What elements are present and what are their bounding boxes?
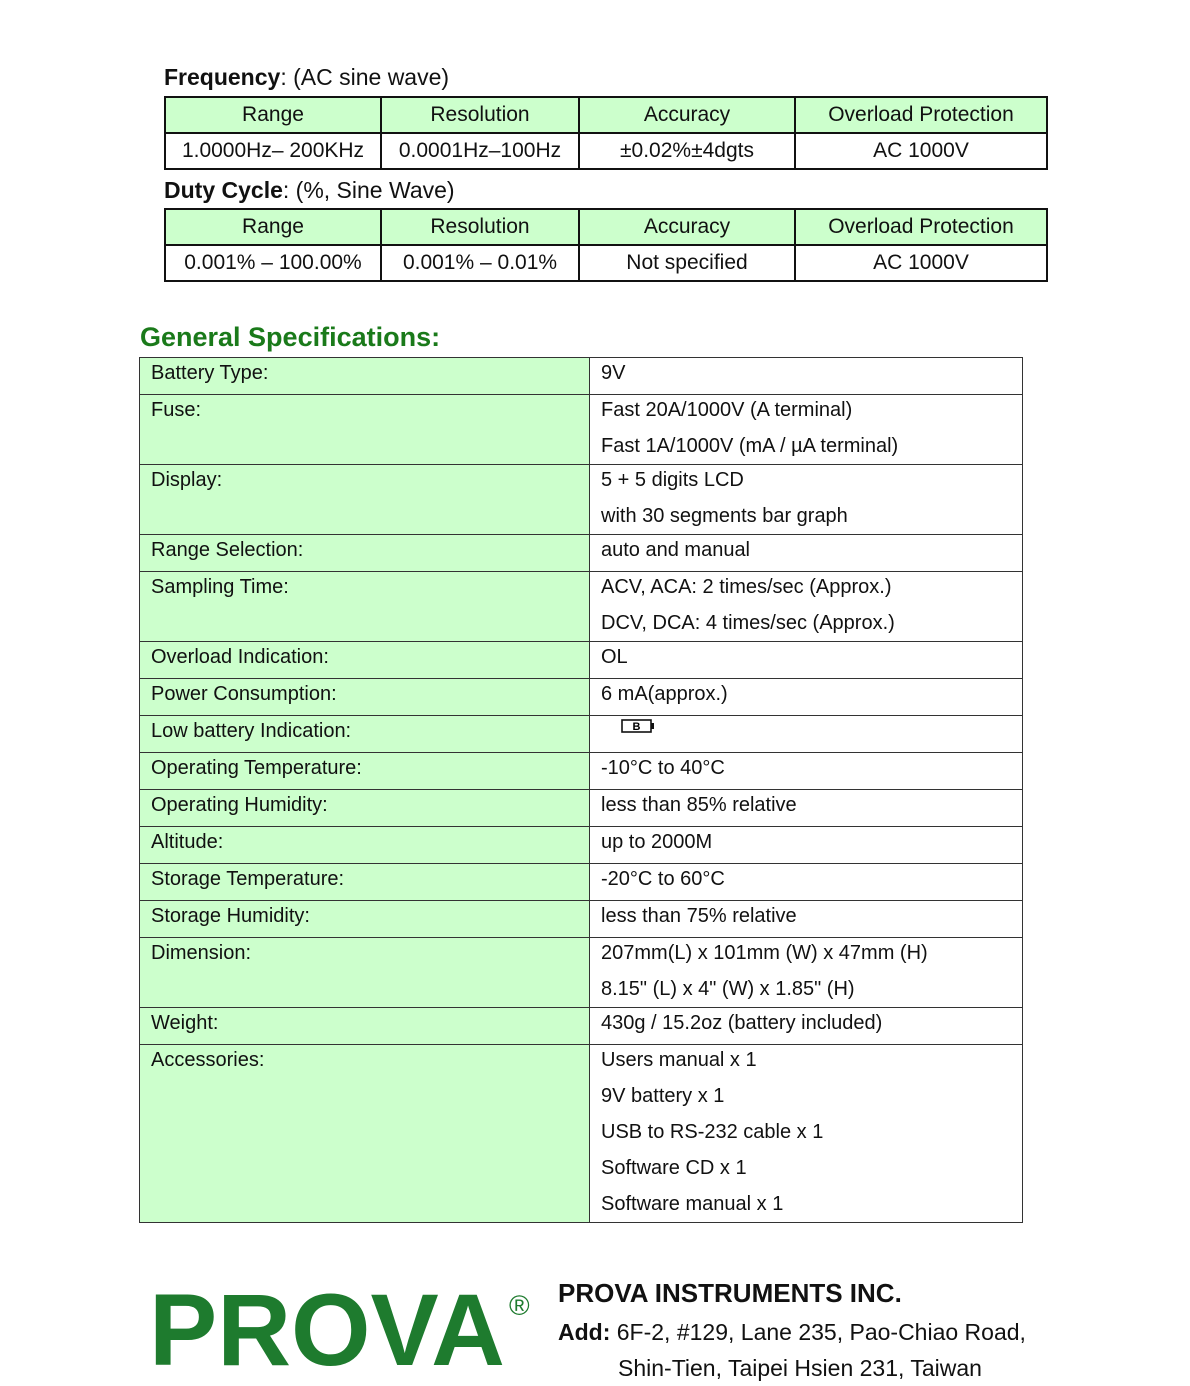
spec-value-line: Fast 1A/1000V (mA / µA terminal) — [601, 435, 899, 457]
spec-row — [140, 827, 1023, 864]
duty-cycle-table — [164, 208, 1048, 282]
spec-value-line: 9V — [601, 362, 626, 384]
duty-cycle-note: : (%, Sine Wave) — [282, 177, 455, 203]
spec-key — [140, 790, 590, 827]
spec-row — [140, 465, 1023, 535]
spec-value-line: OL — [601, 646, 628, 668]
frequency-label: Frequency — [164, 64, 281, 90]
spec-key-text: Dimension: — [151, 942, 252, 964]
spec-row — [140, 572, 1023, 642]
spec-key — [140, 572, 590, 642]
spec-key — [140, 465, 590, 535]
frequency-table — [164, 96, 1048, 170]
frequency-resolution-value: 0.0001Hz–100Hz — [381, 133, 579, 169]
frequency-note: : (AC sine wave) — [280, 64, 450, 90]
spec-value — [590, 1008, 1023, 1045]
frequency-heading — [164, 64, 449, 91]
general-specifications-table — [139, 357, 1023, 1223]
spec-value — [590, 938, 1023, 1008]
duty-cycle-heading — [164, 177, 455, 204]
spec-value — [590, 679, 1023, 716]
address-line-2: Shin-Tien, Taipei Hsien 231, Taiwan — [618, 1355, 982, 1381]
company-address — [558, 1314, 1026, 1386]
frequency-header-overload: Overload Protection — [795, 97, 1047, 133]
spec-value-line: less than 85% relative — [601, 794, 797, 816]
duty-cycle-resolution-value: 0.001% – 0.01% — [381, 245, 579, 281]
frequency-accuracy-value: ±0.02%±4dgts — [579, 133, 795, 169]
duty-cycle-overload-value: AC 1000V — [795, 245, 1047, 281]
spec-key-text: Altitude: — [151, 831, 224, 853]
spec-value — [590, 753, 1023, 790]
spec-value — [590, 1045, 1023, 1223]
frequency-header-row — [165, 97, 1047, 133]
spec-row — [140, 679, 1023, 716]
spec-value — [590, 864, 1023, 901]
spec-key — [140, 358, 590, 395]
spec-value-line: up to 2000M — [601, 831, 713, 853]
duty-cycle-header-accuracy: Accuracy — [579, 209, 795, 245]
spec-row — [140, 790, 1023, 827]
frequency-range-value: 1.0000Hz– 200KHz — [165, 133, 381, 169]
spec-value — [590, 716, 1023, 753]
address-line-1 — [558, 1314, 1026, 1350]
duty-cycle-header-resolution: Resolution — [381, 209, 579, 245]
registered-mark: ® — [509, 1290, 530, 1321]
spec-value-line: 8.15" (L) x 4" (W) x 1.85" (H) — [601, 978, 855, 1000]
spec-value-line: less than 75% relative — [601, 905, 797, 927]
spec-value — [590, 572, 1023, 642]
duty-cycle-range-value: 0.001% – 100.00% — [165, 245, 381, 281]
address-label: Add: — [558, 1319, 611, 1345]
duty-cycle-header-overload: Overload Protection — [795, 209, 1047, 245]
logo-wordmark: PROVA — [149, 1285, 505, 1369]
spec-key-text: Sampling Time: — [151, 576, 289, 598]
spec-value-line: 9V battery x 1 — [601, 1085, 725, 1107]
spec-key-text: Accessories: — [151, 1049, 265, 1071]
spec-value — [590, 465, 1023, 535]
battery-icon — [621, 719, 655, 733]
spec-row — [140, 358, 1023, 395]
spec-value-line: 430g / 15.2oz (battery included) — [601, 1012, 883, 1034]
general-specifications-title: General Specifications: — [140, 322, 441, 352]
spec-key — [140, 753, 590, 790]
spec-key — [140, 1045, 590, 1223]
duty-cycle-accuracy-value: Not specified — [579, 245, 795, 281]
spec-row — [140, 901, 1023, 938]
spec-key — [140, 1008, 590, 1045]
spec-key — [140, 642, 590, 679]
spec-value — [590, 901, 1023, 938]
spec-key-text: Storage Humidity: — [151, 905, 310, 927]
battery-icon-label: B — [632, 721, 641, 733]
spec-value-line: 207mm(L) x 101mm (W) x 47mm (H) — [601, 942, 928, 964]
duty-cycle-header-row — [165, 209, 1047, 245]
spec-row — [140, 395, 1023, 465]
spec-value — [590, 395, 1023, 465]
spec-key-text: Display: — [151, 469, 223, 491]
spec-key — [140, 864, 590, 901]
spec-row — [140, 938, 1023, 1008]
spec-row — [140, 753, 1023, 790]
spec-key-text: Operating Temperature: — [151, 757, 362, 779]
spec-row — [140, 716, 1023, 753]
spec-value — [590, 358, 1023, 395]
spec-row — [140, 864, 1023, 901]
spec-value — [590, 642, 1023, 679]
spec-key — [140, 535, 590, 572]
spec-value-line: Software CD x 1 — [601, 1157, 747, 1179]
spec-value-line: 6 mA(approx.) — [601, 683, 728, 705]
spec-key-text: Operating Humidity: — [151, 794, 328, 816]
spec-key — [140, 901, 590, 938]
frequency-data-row — [165, 133, 1047, 169]
spec-row — [140, 1008, 1023, 1045]
spec-row — [140, 1045, 1023, 1223]
spec-value-line: 5 + 5 digits LCD — [601, 469, 744, 491]
frequency-header-accuracy: Accuracy — [579, 97, 795, 133]
frequency-header-range: Range — [165, 97, 381, 133]
spec-value-line — [601, 713, 1011, 749]
spec-key-text: Fuse: — [151, 399, 202, 421]
spec-value-line: ACV, ACA: 2 times/sec (Approx.) — [601, 576, 892, 598]
spec-key — [140, 827, 590, 864]
spec-value-line: Software manual x 1 — [601, 1193, 784, 1215]
spec-row — [140, 642, 1023, 679]
spec-value-line: -20°C to 60°C — [601, 868, 725, 890]
address-text-1: 6F-2, #129, Lane 235, Pao-Chiao Road, — [610, 1319, 1026, 1345]
frequency-overload-value: AC 1000V — [795, 133, 1047, 169]
spec-value-line: auto and manual — [601, 539, 751, 561]
spec-value-line: USB to RS-232 cable x 1 — [601, 1121, 824, 1143]
spec-value-line: with 30 segments bar graph — [601, 505, 848, 527]
spec-key-text: Range Selection: — [151, 539, 304, 561]
spec-key-text: Weight: — [151, 1012, 219, 1034]
spec-value — [590, 827, 1023, 864]
prova-logo — [149, 1285, 541, 1374]
spec-key-text: Overload Indication: — [151, 646, 329, 668]
spec-value-line: Fast 20A/1000V (A terminal) — [601, 399, 853, 421]
spec-value — [590, 535, 1023, 572]
spec-key — [140, 679, 590, 716]
spec-key — [140, 716, 590, 753]
spec-key-text: Low battery Indication: — [151, 720, 352, 742]
spec-key-text: Power Consumption: — [151, 683, 337, 705]
company-name: PROVA INSTRUMENTS INC. — [558, 1278, 902, 1308]
spec-key — [140, 395, 590, 465]
duty-cycle-header-range: Range — [165, 209, 381, 245]
spec-key — [140, 938, 590, 1008]
duty-cycle-data-row — [165, 245, 1047, 281]
spec-key-text: Storage Temperature: — [151, 868, 345, 890]
spec-key-text: Battery Type: — [151, 362, 269, 384]
spec-value-line: Users manual x 1 — [601, 1049, 757, 1071]
spec-value-line: -10°C to 40°C — [601, 757, 725, 779]
frequency-header-resolution: Resolution — [381, 97, 579, 133]
spec-value — [590, 790, 1023, 827]
spec-row — [140, 535, 1023, 572]
spec-value-line: DCV, DCA: 4 times/sec (Approx.) — [601, 612, 895, 634]
duty-cycle-label: Duty Cycle — [164, 177, 283, 203]
